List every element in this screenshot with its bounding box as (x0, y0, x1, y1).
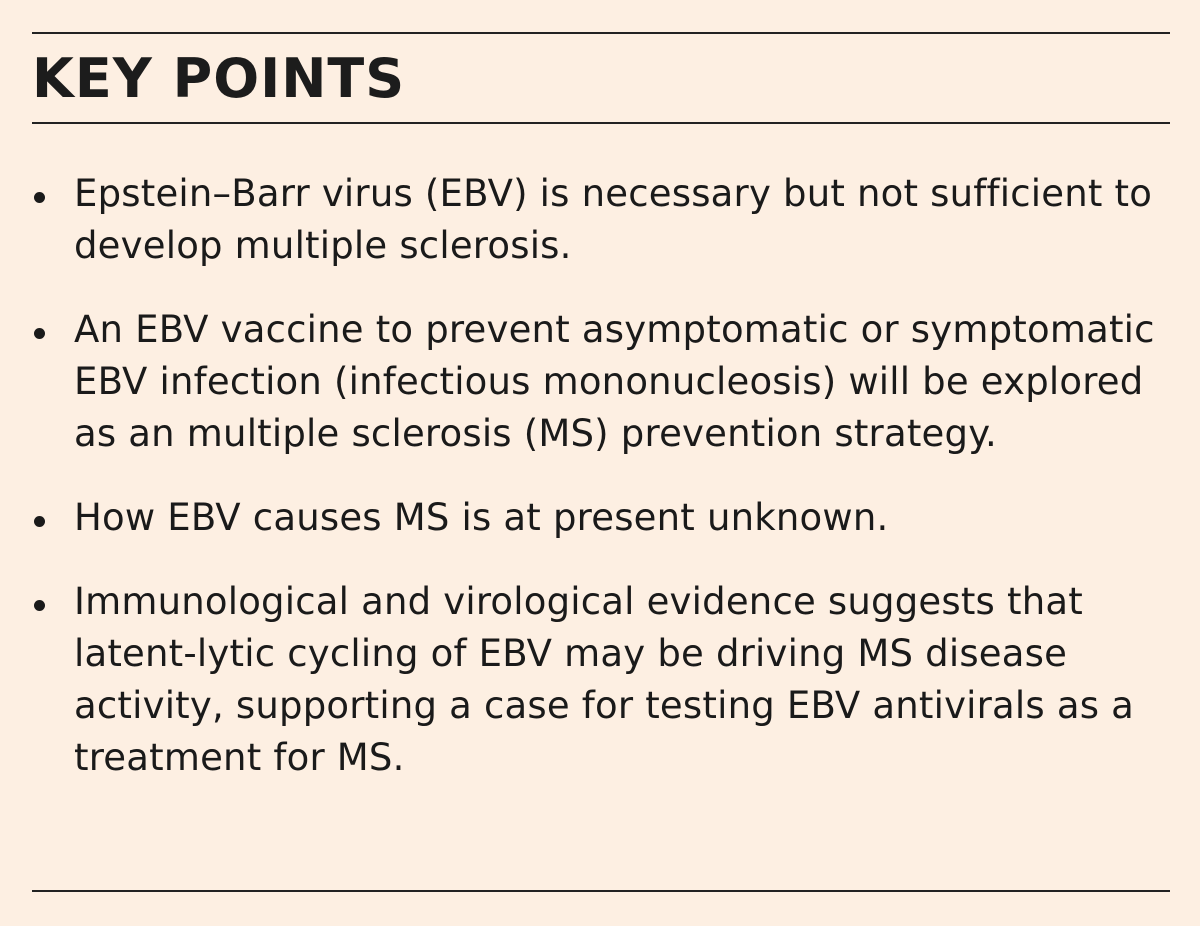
key-point-item (32, 576, 1172, 784)
key-point-text: An EBV vaccine to prevent asymptomatic or symptomatic EBV infection (infectious mononucleosis) will be explored as an multiple sclerosis (MS) prevention strategy. (74, 308, 1155, 455)
key-point-text: How EBV causes MS is at present unknown. (74, 496, 889, 539)
bullet-icon (34, 516, 45, 527)
key-point-item (32, 492, 1172, 544)
key-point-item (32, 304, 1172, 460)
top-divider (32, 32, 1170, 34)
bullet-icon (34, 600, 45, 611)
key-points-list (32, 168, 1172, 784)
bullet-icon (34, 328, 45, 339)
bullet-icon (34, 192, 45, 203)
key-point-item (32, 168, 1172, 272)
heading-divider (32, 122, 1170, 124)
bottom-divider (32, 890, 1170, 892)
key-point-text: Immunological and virological evidence suggests that latent-lytic cycling of EBV may be driving MS disease activity, supporting a case for testing EBV antivirals as a treatment for MS. (74, 580, 1135, 779)
key-points-heading: KEY POINTS (32, 47, 406, 110)
key-point-text: Epstein–Barr virus (EBV) is necessary but not sufficient to develop multiple sclerosis. (74, 172, 1153, 267)
